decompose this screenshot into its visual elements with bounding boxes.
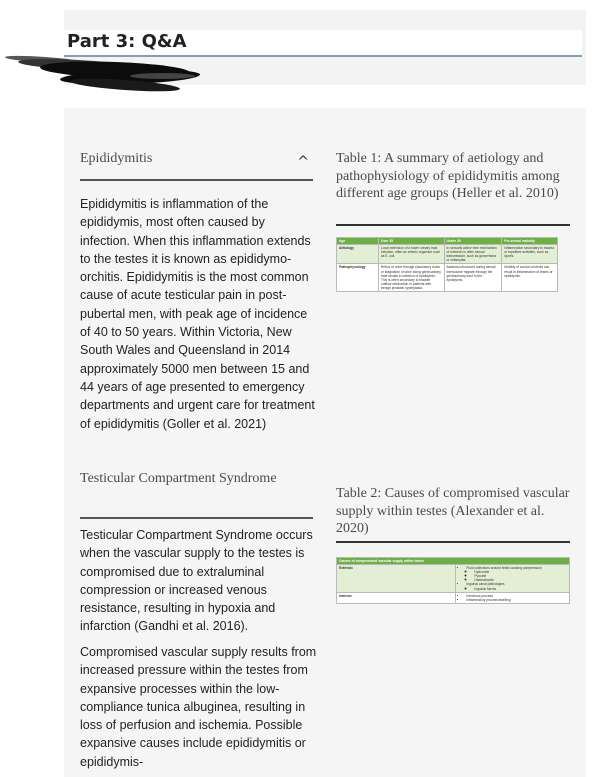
content-area (64, 108, 586, 777)
table-row: Pathophysiology Reflux of urine through ejaculatory ducts or stagnation of urine along genitourinary tract results in infection of epididymis. This is often secondary to bladder outflow obstruction in patients with benign prostatic hyperplasia. Bacteria introduced during sexual intercourse migrate through the genitourinary tract to the epididymis. Mobility of scrotal contents can result in inflammation of testes or epididymis. (337, 264, 558, 292)
page-title: Part 3: Q&A (67, 31, 187, 52)
table-row: Aetiology Local extension of a lower urinary tract infection, often an enteric organism such as E. coli. In sexually active men mechanism of infection is often sexual transmission, such as gonorrhoea or chlamydia. Inflammation secondary to trauma or repetitive activities, such as sports. (337, 245, 558, 264)
list-item: ◦ Inguinal hernia (474, 587, 567, 591)
table2-caption: Table 2: Causes of compromised vascular supply within testes (Alexander et al. 2020) (336, 486, 570, 536)
table1 (336, 237, 558, 292)
list-item: • Infectious process (466, 594, 567, 598)
divider (80, 179, 313, 181)
list-item: ◦ Pyocele (474, 574, 567, 578)
table-header-row: Age Over 35 Under 35 Pre-sexual maturity (337, 238, 558, 245)
table1-caption: Table 1: A summary of aetiology and pathophysiology of epididymitis among different age groups (Heller et al. 2010) (336, 151, 560, 201)
table-header-row: Causes of compromised vascular supply within testes (337, 558, 570, 565)
epididymitis-paragraph: Epididymitis is inflammation of the epididymis, most often caused by infection. When this inflammation extends to the testes it is known as epididymo-orchitis. Epididymitis is the most common cause of acute testicular pain in post-pubertal men, with peak age of incidence of 40 to 50 years. Within Victoria, New South Wales and Queensland in 2014 approximately 5000 men between 15 and 44 years of age presented to emergency departments and urgent care for treatment of epididymitis (Goller et al. 2021) (80, 197, 315, 431)
title-bar (64, 30, 582, 57)
section-heading: Testicular Compartment Syndrome (80, 471, 277, 486)
divider (80, 517, 313, 519)
tcs-paragraph-2: Compromised vascular supply results from increased pressure within the testes from expansive processes within the low-compliance tunica albuginea, resulting in loss of perfusion and ischemia. Possible expansive causes include epididymitis or epididymis- (80, 645, 317, 769)
accordion-epididymitis[interactable] (80, 150, 313, 176)
section-heading: Epididymitis (80, 151, 153, 166)
table2 (336, 557, 570, 604)
chevron-up-icon[interactable]: ^ (297, 154, 309, 170)
tcs-paragraph-1: Testicular Compartment Syndrome occurs when the vascular supply to the testes is compromised due to extraluminal compression or increased venous resistance, resulting in hypoxia and infarction (Gandhi et al. 2016). (80, 528, 313, 634)
table-row: Extrinsic • Fluid collections around testis causing compression ◦ Hydrocele ◦ Pyocele ◦ Haematocele • Inguinal canal pathologies ◦ Inguinal hernia (337, 565, 570, 593)
list-item: • Fluid collections around testis causing compression (466, 566, 567, 570)
list-item: ◦ Haematocele (474, 578, 567, 582)
table-row: Intrinsic • Infectious process • Inflammatory process/swelling (337, 592, 570, 603)
list-item: • Inguinal canal pathologies (466, 582, 567, 586)
divider (336, 224, 570, 226)
accordion-testicular-compartment-syndrome[interactable] (80, 470, 280, 496)
list-item: ◦ Hydrocele (474, 570, 567, 574)
divider (336, 541, 570, 543)
list-item: • Inflammatory process/swelling (466, 598, 567, 602)
